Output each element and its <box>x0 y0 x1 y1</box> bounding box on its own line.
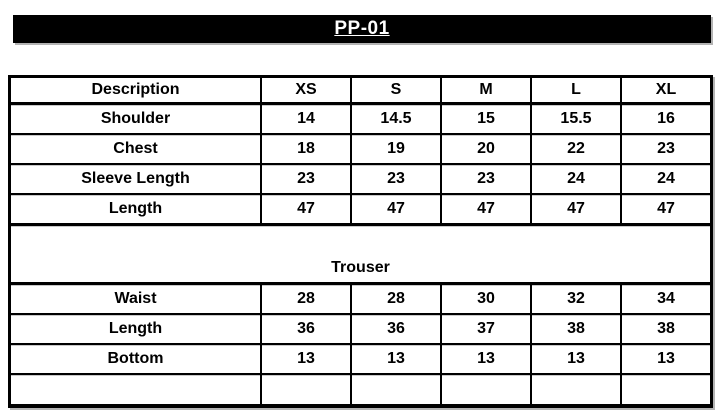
size-value-cell: 30 <box>440 285 530 313</box>
size-value-cell: 38 <box>620 315 710 343</box>
table-header-row <box>11 78 710 105</box>
size-value-cell: 47 <box>350 195 440 223</box>
size-value-cell: 24 <box>530 165 620 193</box>
size-value-cell: 36 <box>350 315 440 343</box>
size-value-cell: 47 <box>530 195 620 223</box>
size-value-cell: 37 <box>440 315 530 343</box>
empty-cell <box>260 375 350 404</box>
table-row <box>11 345 710 375</box>
header-cell-description: Description <box>91 81 180 98</box>
size-value-cell: 47 <box>620 195 710 223</box>
size-value-cell: 24 <box>620 165 710 193</box>
size-table <box>8 75 713 408</box>
row-label: Chest <box>113 140 158 157</box>
table-row <box>11 285 710 315</box>
size-value-cell: 23 <box>440 165 530 193</box>
size-value-cell: 15.5 <box>530 105 620 133</box>
size-value-cell: 13 <box>260 345 350 373</box>
shirt-section <box>11 105 710 226</box>
size-value-cell: 13 <box>440 345 530 373</box>
size-value-cell: 47 <box>260 195 350 223</box>
row-label: Shoulder <box>100 110 171 127</box>
size-value-cell: 14.5 <box>350 105 440 133</box>
size-value-cell: 16 <box>620 105 710 133</box>
trouser-section-label: Trouser <box>331 259 390 276</box>
size-value-cell: 19 <box>350 135 440 163</box>
size-value-cell: 32 <box>530 285 620 313</box>
size-value-cell: 23 <box>620 135 710 163</box>
spacer-cell <box>11 226 710 254</box>
size-value-cell: 23 <box>260 165 350 193</box>
table-row <box>11 135 710 165</box>
size-value-cell: 13 <box>530 345 620 373</box>
row-label: Sleeve Length <box>81 170 190 187</box>
empty-cell <box>620 375 710 404</box>
size-value-cell: 22 <box>530 135 620 163</box>
header-cell-size: XL <box>620 78 710 102</box>
size-value-cell: 13 <box>350 345 440 373</box>
table-row <box>11 105 710 135</box>
size-value-cell: 14 <box>260 105 350 133</box>
table-row <box>11 195 710 226</box>
size-value-cell: 18 <box>260 135 350 163</box>
size-value-cell: 28 <box>260 285 350 313</box>
size-value-cell: 38 <box>530 315 620 343</box>
row-label: Waist <box>114 290 157 307</box>
empty-cell <box>11 375 260 404</box>
size-value-cell: 28 <box>350 285 440 313</box>
header-cell-size: M <box>440 78 530 102</box>
empty-row <box>11 375 710 404</box>
trouser-section <box>11 285 710 375</box>
size-value-cell: 34 <box>620 285 710 313</box>
row-label: Bottom <box>107 350 164 367</box>
size-value-cell: 13 <box>620 345 710 373</box>
row-label: Length <box>108 320 163 337</box>
row-label: Length <box>108 200 163 217</box>
empty-cell <box>350 375 440 404</box>
header-cell-size: L <box>530 78 620 102</box>
spacer-row <box>11 226 710 254</box>
empty-cell <box>440 375 530 404</box>
size-value-cell: 23 <box>350 165 440 193</box>
header-cell-size: XS <box>260 78 350 102</box>
title-bar <box>13 15 711 43</box>
size-value-cell: 36 <box>260 315 350 343</box>
size-value-cell: 15 <box>440 105 530 133</box>
empty-cell <box>530 375 620 404</box>
size-value-cell: 47 <box>440 195 530 223</box>
trouser-section-row <box>11 254 710 285</box>
table-row <box>11 315 710 345</box>
header-cell-size: S <box>350 78 440 102</box>
table-row <box>11 165 710 195</box>
page-title: PP-01 <box>334 18 390 39</box>
size-value-cell: 20 <box>440 135 530 163</box>
